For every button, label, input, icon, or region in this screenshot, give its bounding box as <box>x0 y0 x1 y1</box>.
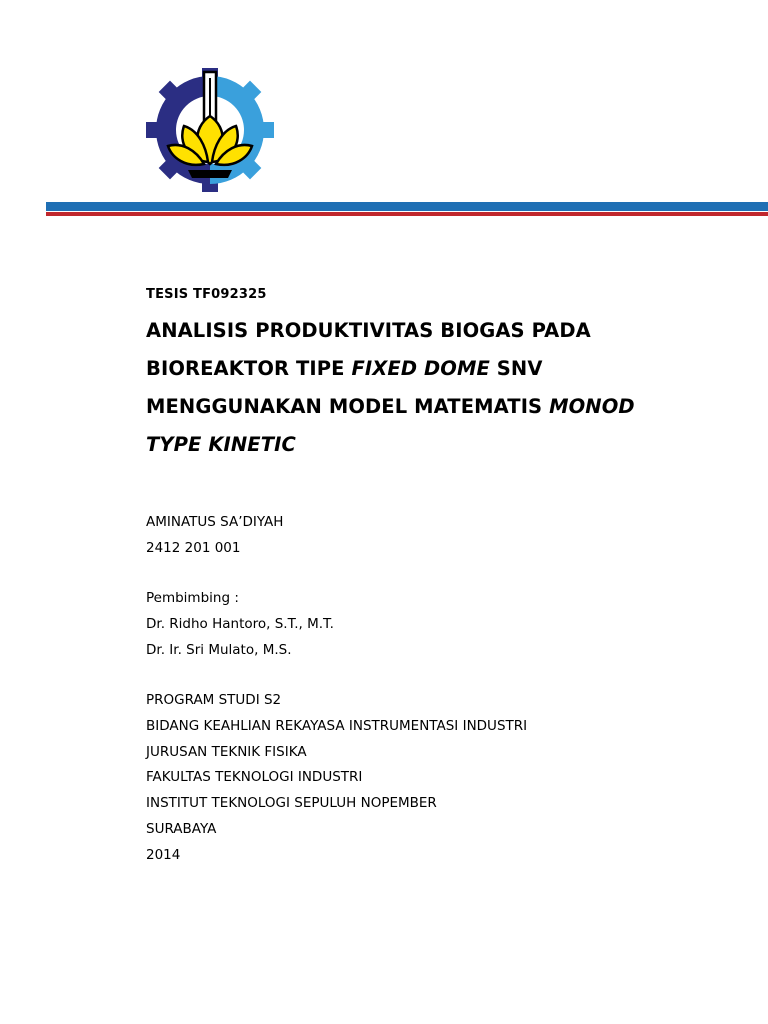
advisor-1: Dr. Ridho Hantoro, S.T., M.T. <box>146 615 334 632</box>
faculty-name: FAKULTAS TEKNOLOGI INDUSTRI <box>146 769 363 786</box>
thesis-title <box>146 312 746 464</box>
author-nrp: 2412 201 001 <box>146 539 241 556</box>
title-line-2-italic: FIXED DOME <box>351 357 490 380</box>
title-line-3-italic: MONOD <box>549 395 635 418</box>
author-name: AMINATUS SA’DIYAH <box>146 514 284 530</box>
advisor-2: Dr. Ir. Sri Mulato, M.S. <box>146 641 292 658</box>
author-block <box>146 510 283 562</box>
department-name: JURUSAN TEKNIK FISIKA <box>146 743 307 760</box>
title-line-2-part-c: SNV <box>489 357 543 380</box>
title-line-3 <box>146 388 746 426</box>
title-line-1: ANALISIS PRODUKTIVITAS BIOGAS PADA <box>146 319 591 342</box>
advisor-label: Pembimbing : <box>146 590 239 606</box>
institution-block <box>146 688 527 869</box>
header-stripe-blue <box>46 202 768 211</box>
thesis-code: TESIS TF092325 <box>146 287 267 302</box>
program-name: PROGRAM STUDI S2 <box>146 692 282 708</box>
university-name: INSTITUT TEKNOLOGI SEPULUH NOPEMBER <box>146 795 437 812</box>
its-logo-icon <box>144 66 276 194</box>
field-name: BIDANG KEAHLIAN REKAYASA INSTRUMENTASI INDUSTRI <box>146 717 528 734</box>
advisor-block <box>146 586 334 663</box>
city-name: SURABAYA <box>146 820 217 837</box>
title-line-2-part-a: BIOREAKTOR TIPE <box>146 357 352 380</box>
title-line-3-part-a: MENGGUNAKAN MODEL MATEMATIS <box>146 395 550 418</box>
year: 2014 <box>146 846 181 863</box>
title-line-2 <box>146 350 746 388</box>
header-stripe-red <box>46 212 768 216</box>
title-line-4: TYPE KINETIC <box>146 433 296 456</box>
